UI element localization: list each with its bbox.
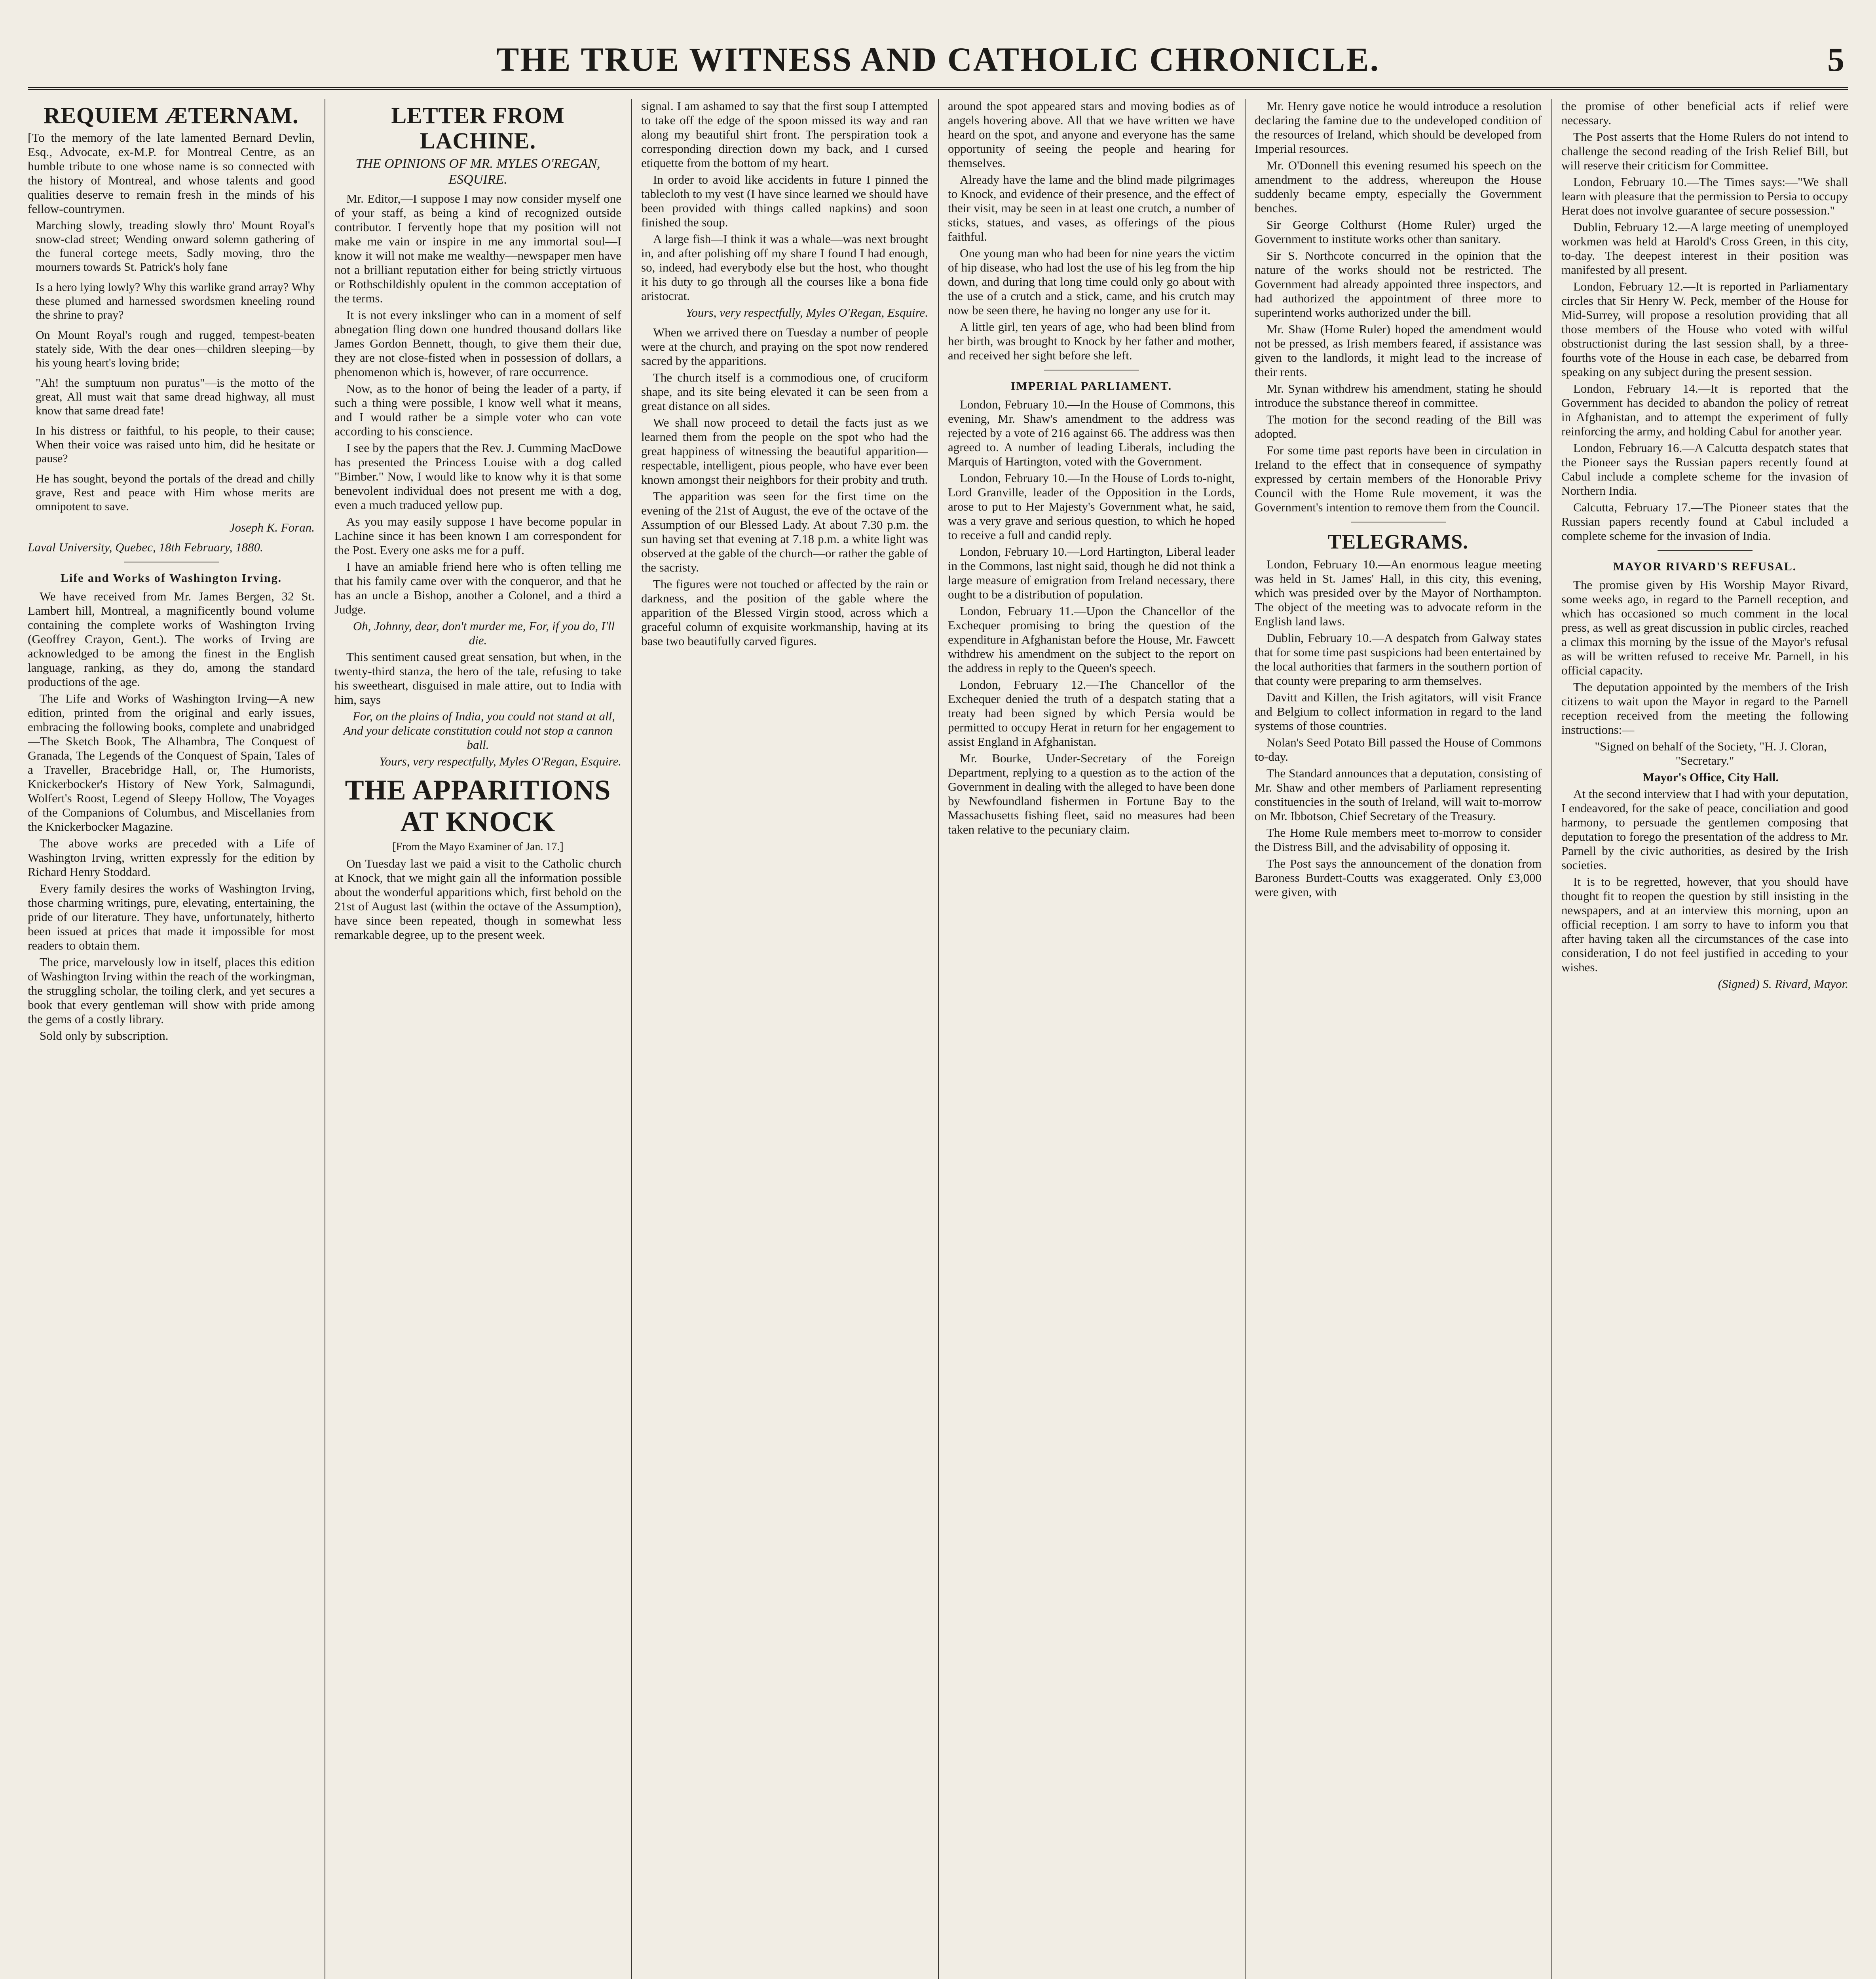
column-2 (334, 99, 621, 1979)
column-rule (938, 99, 939, 1979)
paragraph: The apparition was seen for the first time on the evening of the 21st of August, the eve of the octave of the Assumption of our Blessed Lady. At about 7.30 p.m. the sun having set that evening at 7.18 p.m. a white light was observed at the gable of the church—or rather the gable of the sacristy. (641, 489, 928, 574)
paragraph: Mr. Henry gave notice he would introduce a resolution declaring the famine due to the undeveloped condition of the resources of Ireland, which should be developed from Imperial resources. (1255, 99, 1542, 156)
paragraph: London, February 10.—The Times says:—"We shall learn with pleasure that the permission to Persia to occupy Herat does not involve guarantee of secure possession." (1561, 175, 1848, 217)
paragraph: As you may easily suppose I have become popular in Lachine since it has been known I am correspondent for the Post. Every one asks me for a puff. (334, 515, 621, 557)
paragraph: London, February 16.—A Calcutta despatch states that the Pioneer says the Russian papers recently found at Cabul include a complete scheme for the invasion of Northern India. (1561, 441, 1848, 498)
paragraph: Every family desires the works of Washington Irving, those charming writings, pure, elevating, entertaining, the pride of our literature. They have, unfortunately, hitherto been issued at prices that made it impossible for most readers to obtain them. (28, 881, 315, 952)
column-rule (1245, 99, 1246, 1979)
paragraph: Dublin, February 10.—A despatch from Galway states that for some time past suspicions had been entertained by the local authorities that farmers in the southern portion of that county were preparing to arm themselves. (1255, 631, 1542, 688)
paragraph: I see by the papers that the Rev. J. Cumming MacDowe has presented the Princess Louise with a dog called "Bimber." Now, I would like to know why it is that some benevolent individual does not present me with a dog, even a much traduced yellow pup. (334, 441, 621, 512)
paragraph: Nolan's Seed Potato Bill passed the House of Commons to-day. (1255, 735, 1542, 763)
apparitions-heading: THE APPARITIONS AT KNOCK (345, 774, 611, 838)
requiem-intro: [To the memory of the late lamented Bernard Devlin, Esq., Advocate, ex-M.P. for Montreal Centre, as an humble tribute to one whose name is so connected with the history of Montreal, and whose talents and good qualities deserve to remain fresh in the minds of his fellow-countrymen. (28, 131, 315, 216)
paragraph: The Post asserts that the Home Rulers do not intend to challenge the second reading of the Irish Relief Bill, but will reserve their criticism for Committee. (1561, 130, 1848, 172)
verse: He has sought, beyond the portals of the dread and chilly grave, Rest and peace with Him whose merits are omnipotent to save. (36, 472, 315, 513)
column-6 (1561, 99, 1848, 1979)
paragraph: London, February 12.—The Chancellor of the Exchequer denied the truth of a despatch stating that a treaty had been signed by which Persia would be permitted to occupy Herat in return for her engagement to assist England in Afghanistan. (948, 678, 1235, 748)
paragraph: London, February 10.—In the House of Lords to-night, Lord Granville, leader of the Opposition in the Lords, arose to put to Her Majesty's Government what, he said, was a very grave and serious question, to which he hoped to receive a full and candid reply. (948, 471, 1235, 542)
paragraph: Davitt and Killen, the Irish agitators, will visit France and Belgium to collect information in regard to the land systems of those countries. (1255, 690, 1542, 733)
paragraph: When we arrived there on Tuesday a number of people were at the church, and praying on the spot now rendered sacred by the apparitions. (641, 325, 928, 368)
paragraph: The deputation appointed by the members of the Irish citizens to wait upon the Mayor in regard to the Parnell reception received from the meeting the following instructions:— (1561, 680, 1848, 737)
paragraph: I have an amiable friend here who is often telling me that his family came over with the conqueror, and that he has an uncle a Bishop, another a Colonel, and a third a Judge. (334, 560, 621, 616)
signature: Yours, very respectfully, Myles O'Regan, Esquire. (686, 306, 928, 319)
paragraph: Mr. O'Donnell this evening resumed his speech on the amendment to the address, whereupon the House suddenly became empty, especially the Government benches. (1255, 158, 1542, 215)
apparitions-source: [From the Mayo Examiner of Jan. 17.] (392, 841, 564, 853)
requiem-verses (28, 218, 315, 513)
paragraph: It is not every inkslinger who can in a moment of self abnegation fling down one hundred thousand dollars like James Gordon Bennett, though, to give them their due, they are not close-fisted when in possession of dollars, a phenomenon which is, however, of rare occurrence. (334, 308, 621, 379)
paragraph: Now, as to the honor of being the leader of a party, if such a thing were possible, I know well what it means, and I would rather be a simple voter who can vote according to his conscience. (334, 382, 621, 438)
paragraph: London, February 10.—Lord Hartington, Liberal leader in the Commons, last night said, though he did not think a large measure of emigration from Ireland necessary, there ought to be a distribution of population. (948, 545, 1235, 601)
paragraph: On Tuesday last we paid a visit to the Catholic church at Knock, that we might gain all the information possible about the wonderful apparitions which, first behold on the 21st of August last (within the octave of the Assumption), have since been repeated, though in somewhat less remarkable degree, up to the present week. (334, 857, 621, 942)
page-number: 5 (1827, 40, 1844, 78)
verse: "Ah! the sumptuum non puratus"—is the motto of the great, All must wait that same dread highway, all must know that same dread fate! (36, 376, 315, 417)
verse: Marching slowly, treading slowly thro' Mount Royal's snow-clad street; Wending onward solemn gathering of the funeral cortege meets, Sadly moving, thro the mourners towards St. Patrick's holy fane (36, 219, 315, 273)
paragraph: Mr. Synan withdrew his amendment, stating he should introduce the substance thereof in committee. (1255, 382, 1542, 410)
paragraph: Calcutta, February 17.—The Pioneer states that the Russian papers recently found at Cabul included a complete scheme for the invasion of India. (1561, 500, 1848, 543)
paragraph: The promise given by His Worship Mayor Rivard, some weeks ago, in regard to the Parnell reception, and which has occasioned so much comment in the local press, as well as great discussion in public circles, reached a climax this morning by the issue of the Mayor's refusal as will be written refused to receive Mr. Parnell, in his official capacity. (1561, 578, 1848, 677)
paragraph: A little girl, ten years of age, who had been blind from her birth, was brought to Knock by her father and mother, and received her sight before she left. (948, 320, 1235, 362)
column-5 (1255, 99, 1542, 1979)
verse: In his distress or faithful, to his people, to their cause; When their voice was raised unto him, did he hesitate or pause? (36, 424, 315, 465)
column-1 (28, 99, 315, 1979)
paragraph: Sir George Colthurst (Home Ruler) urged the Government to institute works other than sanitary. (1255, 218, 1542, 246)
paragraph: London, February 10.—In the House of Commons, this evening, Mr. Shaw's amendment to the address was rejected by a vote of 216 against 66. The address was then agreed to. A number of leading Liberals, including the Marquis of Hartington, voted with the Government. (948, 397, 1235, 468)
paragraph: The motion for the second reading of the Bill was adopted. (1255, 412, 1542, 441)
paragraph: London, February 12.—It is reported in Parliamentary circles that Sir Henry W. Peck, member of the House for Mid-Surrey, will propose a resolution providing that all those members of the House who voted with wilful obstructionist during the last session shall, by a three-fourths vote of the House in each case, be debarred from speaking on any subject during the present session. (1561, 279, 1848, 379)
paragraph: London, February 14.—It is reported that the Government has decided to abandon the policy of retreat in Afghanistan, and to attempt the experiment of fully reinforcing the army, and holding Cabul for another year. (1561, 382, 1848, 438)
imperial-parliament-heading: IMPERIAL PARLIAMENT. (1010, 380, 1172, 393)
column-4 (948, 99, 1235, 1979)
telegrams-heading: TELEGRAMS. (1327, 531, 1469, 553)
verse: Is a hero lying lowly? Why this warlike grand array? Why these plumed and harnessed swordsmen kneeling round the shrine to pray? (36, 281, 315, 321)
paragraph: We shall now proceed to detail the facts just as we learned them from the people on the spot who had the great happiness of witnessing the beautiful apparition—respectable, intelligent, pious people, who have ever been known amongst their neighbors for their probity and truth. (641, 416, 928, 486)
paragraph: A large fish—I think it was a whale—was next brought in, and after polishing off my share I found I had enough, so, indeed, had everybody else but the host, who thought it his duty to go through all the courses like a bona fide aristocrat. (641, 232, 928, 303)
verse-dateline: Laval University, Quebec, 18th February, 1880. (28, 540, 263, 554)
paragraph: around the spot appeared stars and moving bodies as of angels hovering above. All that we have written we have heard on the spot, and anyone and everyone has the same opportunity of seeing the people and hearing for themselves. (948, 99, 1235, 170)
paragraph: This sentiment caused great sensation, but when, in the twenty-third stanza, the hero of the tale, refusing to take his sweetheart, disguised in male attire, out to India with him, says (334, 650, 621, 707)
column-rule (1551, 99, 1552, 1979)
quoted-verse: Oh, Johnny, dear, don't murder me, For, if you do, I'll die. (353, 619, 615, 647)
verse: On Mount Royal's rough and rugged, tempest-beaten stately side, With the dear ones—children sleeping—by his young heart's loving bride; (36, 329, 315, 369)
paragraph: The Standard announces that a deputation, consisting of Mr. Shaw and other members of Parliament representing constituencies in the south of Ireland, will wait to-morrow on Mr. Ibbotson, Chief Secretary of the Treasury. (1255, 766, 1542, 823)
section-divider (1658, 550, 1753, 551)
paragraph: The above works are preceded with a Life of Washington Irving, written expressly for the edition by Richard Henry Stoddard. (28, 836, 315, 879)
paragraph: The figures were not touched or affected by the rain or darkness, and the position of the gable where the apparition of the Blessed Virgin stood, across which a graceful column of exquisite workmanship, having at its base two beautifully carved figures. (641, 577, 928, 648)
lachine-signature: Yours, very respectfully, Myles O'Regan, Esquire. (379, 754, 621, 768)
masthead-title: THE TRUE WITNESS AND CATHOLIC CHRONICLE. (496, 40, 1380, 78)
paragraph: Mr. Bourke, Under-Secretary of the Foreign Department, replying to a question as to the action of the Government in dealing with the alleged to have been done by Newfoundland fishermen in Fortune Bay to the Massachusetts fishing fleet, said no measures had been taken relative to the pecuniary claim. (948, 751, 1235, 836)
lachine-subheading: THE OPINIONS OF MR. MYLES O'REGAN, ESQUIRE. (355, 156, 600, 187)
lachine-heading: LETTER FROM LACHINE. (391, 103, 565, 154)
paragraph: In order to avoid like accidents in future I pinned the tablecloth to my vest (I have since learned we should have been provided with things called napkins) and soon finished the soup. (641, 173, 928, 229)
irving-heading: Life and Works of Washington Irving. (60, 572, 282, 585)
paragraph: It is to be regretted, however, that you should have thought fit to reopen the question by still insisting in the newspapers, and at an interview this morning, upon an official reception. I am sorry to have to inform you that after having taken all the circumstances of the case into consideration, I do not feel justified in acceding to your wishes. (1561, 875, 1848, 974)
paragraph: The Life and Works of Washington Irving—A new edition, printed from the original and early issues, embracing the following books, complete and unabridged—The Sketch Book, The Alhambra, The Conquest of Granada, The Legends of the Conquest of Spain, Tales of a Traveller, Bracebridge Hall, or, The Humorists, Knickerbocker's History of New York, Salmagundi, Wolfert's Roost, Legend of Sleepy Hollow, The Voyages of the Companions of Columbus, and Miscellanies from the Knickerbocker Magazine. (28, 691, 315, 834)
column-3 (641, 99, 928, 1979)
paragraph: The Home Rule members meet to-morrow to consider the Distress Bill, and the advisability of opposing it. (1255, 826, 1542, 854)
paragraph: Dublin, February 12.—A large meeting of unemployed workmen was held at Harold's Cross Green, in this city, to-day. The deepest interest in their position was manifested by all present. (1561, 220, 1848, 277)
masthead (28, 36, 1848, 90)
paragraph: Sir S. Northcote concurred in the opinion that the nature of the works should not be restricted. The Government had already appointed three inspectors, and had authorized the appointment of three more to superintend works authorized under the bill. (1255, 249, 1542, 319)
paragraph: London, February 11.—Upon the Chancellor of the Exchequer promising to bring the question of the expenditure in Afghanistan before the House, Mr. Fawcett withdrew his amendment on the subject to the report on the address in reply to the Queen's speech. (948, 604, 1235, 675)
paragraph: The price, marvelously low in itself, places this edition of Washington Irving within the reach of the workingman, the struggling scholar, the toiling clerk, and yet secures a book that every gentleman will show with pride among the gems of a costly library. (28, 955, 315, 1026)
paragraph: The Post says the announcement of the donation from Baroness Burdett-Coutts was exaggerated. Only £3,000 were given, with (1255, 857, 1542, 899)
paragraph: London, February 10.—An enormous league meeting was held in St. James' Hall, in this city, this evening, which was presided over by the Mayor of Northampton. The object of the meeting was to advocate reform in the English land laws. (1255, 557, 1542, 628)
paragraph: Sold only by subscription. (40, 1029, 169, 1043)
columns (28, 99, 1848, 1979)
column-rule (631, 99, 632, 1979)
verse-signature: Joseph K. Foran. (229, 520, 315, 534)
paragraph: We have received from Mr. James Bergen, 32 St. Lambert hill, Montreal, a magnificently bound volume containing the complete works of Washington Irving (Geoffrey Crayon, Gent.). The works of Irving are acknowledged to be among the finest in the English language, ranking, as they do, among the standard productions of the age. (28, 589, 315, 689)
paragraph: At the second interview that I had with your deputation, I endeavored, for the sake of peace, conciliation and good harmony, to persuade the gentlemen composing that deputation to forego the presentation of the address to Mr. Parnell by the civic authorities, as desired by the Irish societies. (1561, 787, 1848, 872)
paragraph: One young man who had been for nine years the victim of hip disease, who had lost the use of his leg from the hip down, and during that long time could only go about with the use of a crutch and a stick, came, and his crutch may now be seen there, he having no longer any use for it. (948, 246, 1235, 317)
requiem-heading: REQUIEM ÆTERNAM. (44, 103, 299, 128)
paragraph: the promise of other beneficial acts if relief were necessary. (1561, 99, 1848, 127)
paragraph: signal. I am ashamed to say that the first soup I attempted to take off the edge of the spoon missed its way and ran along my beautiful shirt front. The perspiration took a corresponding direction down my back, and I cursed etiquette from the bottom of my heart. (641, 99, 928, 170)
newspaper-page (28, 36, 1848, 1979)
paragraph: Mr. Shaw (Home Ruler) hoped the amendment would not be pressed, as Irish members feared, if assistance was given to the landlords, it might lead to the increase of their rents. (1255, 322, 1542, 379)
paragraph: Already have the lame and the blind made pilgrimages to Knock, and evidence of their presence, and the effect of their visit, may be seen in at least one crutch, a number of sticks, statues, and vases, as offerings of the pious faithful. (948, 173, 1235, 243)
paragraph: Mr. Editor,—I suppose I may now consider myself one of your staff, as being a kind of recognized outside contributor. I fervently hope that my position will not make me vain or inspire in me any immortal soul—I know it will not make me wealthy—newspaper men have not a brilliant reputation either for being strictly virtuous or Rothschildishly opulent in the common acceptation of the terms. (334, 192, 621, 305)
dateline: Mayor's Office, City Hall. (1642, 770, 1779, 784)
quoted-verse: For, on the plains of India, you could not stand at all, And your delicate constitution could not stop a cannon ball. (343, 709, 615, 752)
mayor-signature: (Signed) S. Rivard, Mayor. (1718, 977, 1848, 991)
paragraph: The church itself is a commodious one, of cruciform shape, and its site being elevated it can be seen from a great distance on all sides. (641, 370, 928, 413)
paragraph: For some time past reports have been in circulation in Ireland to the effect that in consequence of sympathy expressed by certain members of the Honorable Privy Council with the Home Rule movement, it was the Government's intention to remove them from the Council. (1255, 443, 1542, 514)
quoted-signature: "Signed on behalf of the Society, "H. J. Cloran, "Secretary." (1595, 739, 1827, 767)
mayor-refusal-heading: MAYOR RIVARD'S REFUSAL. (1613, 560, 1797, 573)
